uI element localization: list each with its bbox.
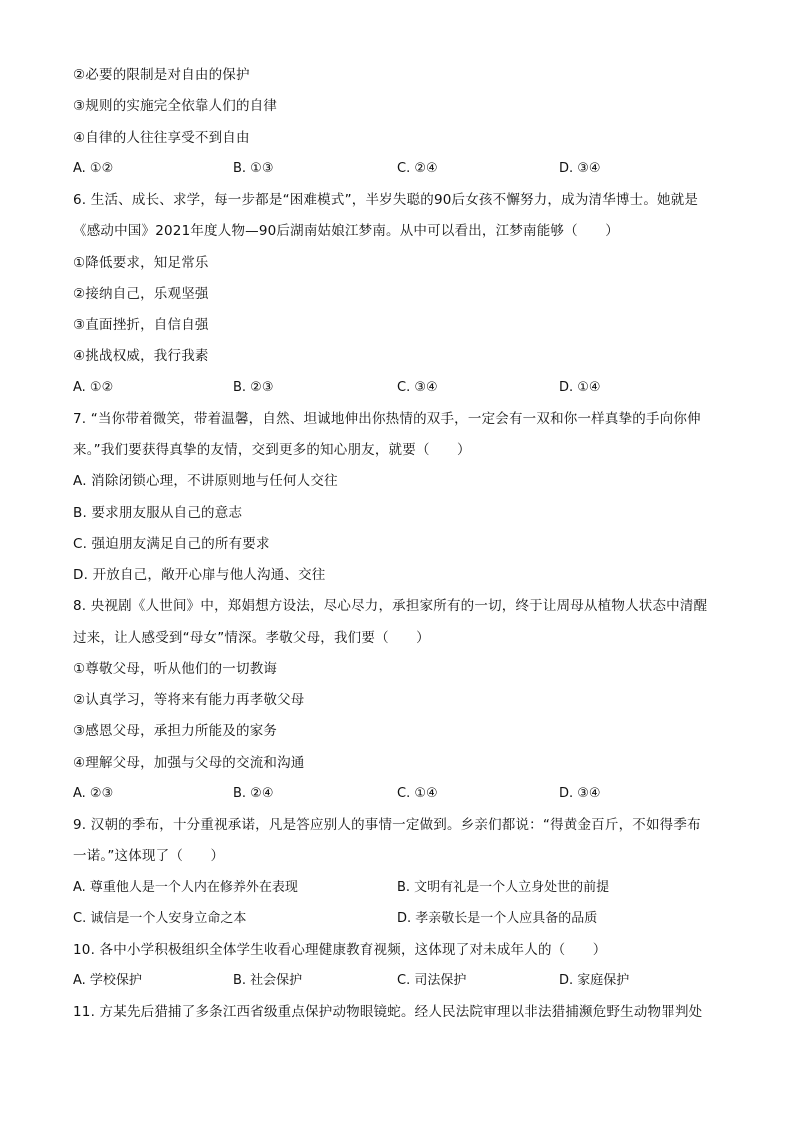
- q5-option-a: A. ①②: [73, 161, 114, 176]
- q5-statement-2: ②必要的限制是对自由的保护: [73, 67, 250, 83]
- q10-stem: 10. 各中小学积极组织全体学生收看心理健康教育视频，这体现了对未成年人的（ ）: [73, 942, 607, 958]
- q6-statement-2: ②接纳自己，乐观坚强: [73, 286, 209, 302]
- q6-stem-line-1: 6. 生活、成长、求学，每一步都是“困难模式”，半岁失聪的90后女孩不懈努力，成为清华博士。她就是: [73, 192, 699, 208]
- q6-option-a: A. ①②: [73, 380, 114, 395]
- q6-options: [73, 378, 733, 398]
- q7-option-d: D. 开放自己，敞开心扉与他人沟通、交往: [73, 567, 326, 583]
- q9-option-b: B. 文明有礼是一个人立身处世的前提: [397, 880, 610, 895]
- q9-stem-line-1: 9. 汉朝的季布，十分重视承诺，凡是答应别人的事情一定做到。乡亲们都说：“得黄金百斤，不如得季布: [73, 817, 701, 833]
- q8-option-d: D. ③④: [559, 786, 601, 801]
- q7-option-b: B. 要求朋友服从自己的意志: [73, 505, 243, 521]
- q5-statement-4: ④自律的人往往享受不到自由: [73, 130, 250, 146]
- q7-option-a: A. 消除闭锁心理，不讲原则地与任何人交往: [73, 473, 338, 489]
- q10-option-c: C. 司法保护: [397, 973, 467, 988]
- q9-options-row-2: [73, 909, 733, 929]
- q6-statement-4: ④挑战权威，我行我素: [73, 348, 209, 364]
- q6-option-d: D. ①④: [559, 380, 601, 395]
- q10-options: [73, 971, 733, 991]
- q6-option-c: C. ③④: [397, 380, 438, 395]
- q8-options: [73, 784, 733, 804]
- q8-option-b: B. ②④: [233, 786, 274, 801]
- q8-statement-4: ④理解父母，加强与父母的交流和沟通: [73, 755, 305, 771]
- q10-option-a: A. 学校保护: [73, 973, 142, 988]
- q6-option-b: B. ②③: [233, 380, 274, 395]
- q8-statement-3: ③感恩父母，承担力所能及的家务: [73, 723, 278, 739]
- q7-stem-line-1: 7. “当你带着微笑，带着温馨，自然、坦诚地伸出你热情的双手，一定会有一双和你一样真挚的手向你伸: [73, 411, 701, 427]
- q9-option-c: C. 诚信是一个人安身立命之本: [73, 911, 247, 926]
- q6-statement-3: ③直面挫折，自信自强: [73, 317, 209, 333]
- q6-stem-line-2: 《感动中国》2021年度人物—90后湖南姑娘江梦南。从中可以看出，江梦南能够（ ）: [73, 223, 619, 239]
- q8-option-c: C. ①④: [397, 786, 438, 801]
- q11-stem-line-1: 11. 方某先后猎捕了多条江西省级重点保护动物眼镜蛇。经人民法院审理以非法猎捕濒危野生动物罪判处: [73, 1004, 703, 1020]
- q8-stem-line-2: 过来，让人感受到“母女”情深。孝敬父母，我们要（ ）: [73, 630, 430, 646]
- q5-option-d: D. ③④: [559, 161, 601, 176]
- q5-statement-3: ③规则的实施完全依靠人们的自律: [73, 98, 278, 114]
- q10-option-d: D. 家庭保护: [559, 973, 630, 988]
- q5-options: [73, 159, 733, 179]
- q6-statement-1: ①降低要求，知足常乐: [73, 255, 209, 271]
- q10-option-b: B. 社会保护: [233, 973, 303, 988]
- q9-option-a: A. 尊重他人是一个人内在修养外在表现: [73, 880, 298, 895]
- q9-options-row-1: [73, 878, 733, 898]
- q5-option-b: B. ①③: [233, 161, 274, 176]
- q8-option-a: A. ②③: [73, 786, 114, 801]
- q8-statement-2: ②认真学习，等将来有能力再孝敬父母: [73, 692, 305, 708]
- q9-option-d: D. 孝亲敬长是一个人应具备的品质: [397, 911, 598, 926]
- q7-stem-line-2: 来。”我们要获得真挚的友情，交到更多的知心朋友，就要（ ）: [73, 442, 471, 458]
- q8-stem-line-1: 8. 央视剧《人世间》中，郑娟想方设法，尽心尽力，承担家所有的一切，终于让周母从植物人状态中清醒: [73, 598, 708, 614]
- q8-statement-1: ①尊敬父母，听从他们的一切教诲: [73, 661, 278, 677]
- q7-option-c: C. 强迫朋友满足自己的所有要求: [73, 536, 270, 552]
- q5-option-c: C. ②④: [397, 161, 438, 176]
- q9-stem-line-2: 一诺。”这体现了（ ）: [73, 848, 225, 864]
